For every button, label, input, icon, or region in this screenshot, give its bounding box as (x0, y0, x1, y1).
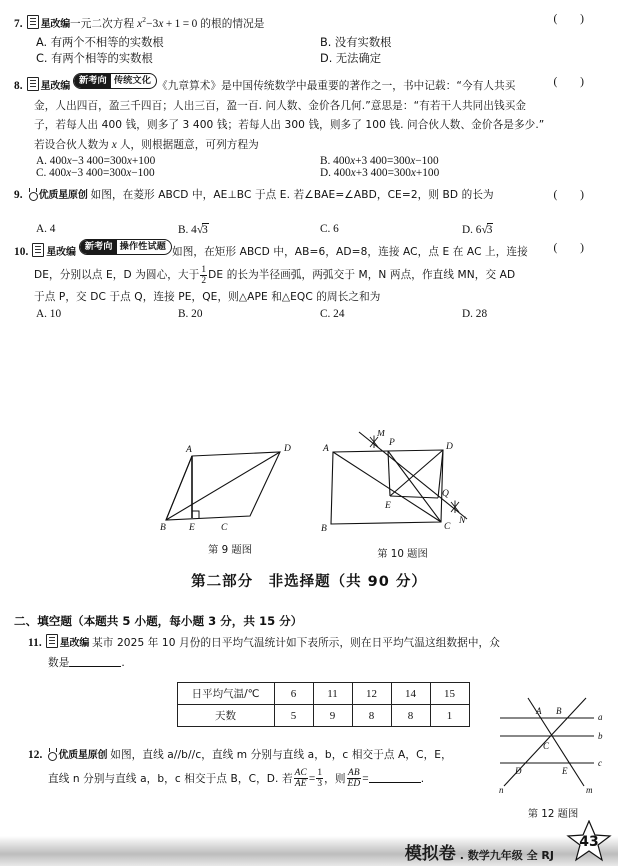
figure-10-label-B: B (321, 524, 327, 534)
badge-youzhi-yuanchuang: 优质星原创 (58, 750, 108, 761)
question-11-text-1: 某市 2025 年 10 月份的日平均气温统计如下表所示，则在日平均气温这组数据中，众 (92, 637, 500, 649)
figure-12-label-A: A (536, 706, 542, 716)
medal-icon (46, 748, 57, 760)
question-7-choice-b[interactable]: B. 没有实数根 (320, 36, 392, 50)
figure-9-label-B: B (160, 523, 166, 533)
figure-12-caption: 第 12 题图 (527, 808, 579, 820)
question-9-choice-a[interactable]: A. 4 (36, 222, 56, 235)
badge-youzhi-yuanchuang: 优质星原创 (38, 190, 88, 202)
question-7 (14, 10, 604, 66)
figure-12-label-m: m (586, 785, 593, 795)
table-row-days (177, 705, 469, 727)
question-10-choice-b[interactable]: B. 20 (178, 307, 203, 320)
question-11-number: 11. (28, 637, 42, 649)
figure-10 (315, 430, 490, 560)
question-7-choice-a[interactable]: A. 有两个不相等的实数根 (36, 36, 164, 50)
figure-9 (160, 434, 300, 556)
question-7-stem: 7. 星改编一元二次方程 $x^2-3x + 1 = 0$ 的根的情况是 ( ) (14, 10, 604, 34)
figure-12-label-D: D (515, 766, 522, 776)
question-10-text-2a: DE，分别以点 E，D 为圆心，大于 (34, 269, 200, 282)
question-7-stem-pre: 一元二次方程 (70, 17, 135, 30)
table-row-temperature (177, 683, 469, 705)
part-2-title: 第二部分 非选择题（共 90 分） (191, 574, 427, 590)
question-7-choice-c[interactable]: C. 有两个相等的实数根 (36, 52, 153, 66)
question-10-choice-d[interactable]: D. 28 (462, 307, 488, 320)
question-9-choice-d[interactable]: D. 6√3 (462, 223, 493, 236)
figure-10-label-A: A (323, 444, 329, 454)
figure-12 (490, 688, 616, 820)
question-8-variable: x (111, 138, 117, 151)
figure-12-label-n: n (499, 785, 504, 795)
table-cell-days-1: 5 (274, 705, 313, 727)
figure-9-label-E: E (189, 523, 195, 533)
footer-subtitle: . 数学九年级 全 RJ (459, 848, 554, 862)
page-footer (0, 836, 618, 866)
question-8-number: 8. (14, 80, 23, 93)
question-11-period: . (121, 656, 125, 669)
figure-12-label-E: E (562, 766, 568, 776)
medal-icon (27, 188, 38, 200)
question-8-choice-c[interactable]: C. 400x−3 400=300x−100 (36, 167, 155, 180)
equals-sign-2: = (362, 772, 369, 785)
exam-page (0, 10, 618, 866)
question-10-choice-c[interactable]: C. 24 (320, 307, 345, 320)
figure-9-label-C: C (221, 523, 228, 533)
figure-12-label-c: c (598, 758, 602, 768)
question-10-text-2b: DE 的长为半径画弧，两弧交于 M，N 两点，作直线 MN，交 AD (208, 269, 516, 282)
temperature-table (177, 682, 470, 727)
question-9-number: 9. (14, 189, 23, 202)
document-icon (46, 634, 58, 648)
question-8-text-4b: 人，则根据题意，可列方程为 (119, 138, 259, 151)
question-8-text-4a: 若设合伙人数为 (34, 138, 109, 151)
question-9-text: 如图，在菱形 ABCD 中，AE⊥BC 于点 E. 若∠BAE=∠ABD，CE=2，则 BD 的长为 (90, 189, 494, 202)
question-9 (14, 186, 604, 236)
question-10-line-2 (14, 262, 604, 288)
figure-10-label-D: D (446, 442, 453, 452)
question-12-number: 12. (28, 749, 43, 761)
question-11-answer-blank[interactable] (69, 655, 121, 667)
question-10-number: 10. (14, 245, 29, 258)
badge-group-new-exam-tradition (73, 73, 157, 89)
table-cell-temp-3: 12 (352, 683, 391, 705)
question-8-answer-paren[interactable]: ( ) (553, 76, 594, 89)
question-12-text-2a: 直线 n 分别与直线 a，b，c 相交于点 B，C，D. 若 (48, 772, 293, 785)
question-10-line-1 (14, 239, 604, 263)
table-cell-days-2: 9 (313, 705, 352, 727)
table-cell-days-3: 8 (352, 705, 391, 727)
badge-xinggaibian: 星改编 (40, 18, 71, 30)
figure-10-label-C: C (444, 522, 451, 532)
question-9-choice-b[interactable]: B. 4√3 (178, 223, 208, 236)
question-8-line-3 (14, 116, 604, 136)
table-cell-temp-5: 15 (430, 683, 469, 705)
question-11-text-2: 数是 (48, 656, 70, 669)
question-7-choices-row-1 (36, 34, 604, 50)
figure-10-label-Q: Q (442, 489, 449, 499)
badge-chuantongwenhua: 传统文化 (113, 75, 151, 87)
figure-12-label-a: a (598, 712, 603, 722)
question-9-choice-c[interactable]: C. 6 (320, 222, 339, 235)
part-2 (0, 570, 618, 629)
question-10 (14, 239, 604, 320)
badge-xinggaibian: 星改编 (59, 638, 90, 649)
table-cell-days-5: 1 (430, 705, 469, 727)
question-12-answer-blank[interactable] (369, 771, 421, 783)
document-icon (27, 77, 39, 91)
question-9-line-1 (14, 186, 604, 206)
question-8-text-3: 子，若每人出 400 钱，则多了 3 400 钱；若每人出 300 钱，则多了 100 钱. 问合伙人数、金价各是多少.” (34, 119, 545, 132)
question-7-stem-post: 的根的情况是 (200, 17, 265, 30)
question-9-choices-row (36, 223, 604, 236)
figure-10-label-E: E (385, 501, 391, 511)
figure-9-label-D: D (284, 444, 291, 454)
question-12-line-1 (28, 746, 514, 766)
question-9-answer-paren[interactable]: ( ) (553, 189, 594, 202)
figures-row (0, 430, 618, 560)
page-number: 43 (579, 834, 599, 850)
figure-12-label-b: b (598, 731, 603, 741)
badge-caozuoxing-shiti: 操作性试题 (119, 240, 167, 252)
badge-xinggaibian: 星改编 (40, 81, 71, 93)
question-8-text-2: 金，人出四百，盈三千四百；人出三百，盈一百. 问人数、金价各几何.”意思是：“有若干人共同出钱买金 (34, 99, 527, 112)
question-10-text-3: 于点 P，交 DC 于点 Q，连接 PE，QE，则△APE 和△EQC 的周长之和为 (34, 291, 381, 304)
table-cell-temp-4: 14 (391, 683, 430, 705)
figure-12-label-B: B (556, 706, 562, 716)
question-7-answer-paren[interactable]: ( ) (553, 13, 594, 25)
question-11-line-1 (28, 634, 618, 654)
question-8-choices-row-2 (36, 167, 604, 179)
question-8-choices-row-1 (36, 155, 604, 167)
question-7-choices-row-2 (36, 50, 604, 66)
figure-12-svg (490, 688, 616, 800)
question-11-line-2 (28, 654, 618, 674)
badge-xinkaoxiang: 新考向 (74, 74, 111, 88)
equals-sign-1: = (308, 772, 316, 785)
table-cell-temp-1: 6 (274, 683, 313, 705)
fraction-ac-ae: $\frac{AC}{AE}$ (294, 767, 307, 790)
question-8-choice-a[interactable]: A. 400x−3 400=300x+100 (36, 155, 156, 168)
figure-10-label-M: M (377, 430, 385, 439)
question-8-line-1 (14, 73, 604, 97)
table-cell-days-4: 8 (391, 705, 430, 727)
document-icon (32, 243, 44, 257)
question-7-choice-d[interactable]: D. 无法确定 (320, 52, 382, 66)
question-8-text-1: 《九章算术》是中国传统数学中最重要的著作之一，书中记载：“今有人共买 (157, 80, 516, 93)
badge-group-new-exam-operation (79, 239, 172, 255)
question-10-answer-paren[interactable]: ( ) (553, 241, 594, 254)
question-12 (14, 746, 514, 792)
question-12-text-1: 如图，直线 a//b//c，直线 m 分别与直线 a，b，c 相交于点 A，C，E， (110, 749, 452, 761)
fraction-ab-ed: $\frac{AB}{ED}$ (347, 767, 361, 790)
figure-10-svg (315, 430, 490, 538)
question-8-choice-b[interactable]: B. 400x+3 400=300x−100 (320, 155, 439, 168)
question-12-text-2b: ，则 (324, 772, 346, 785)
question-10-choice-a[interactable]: A. 10 (36, 307, 62, 320)
question-10-choices-row (36, 308, 604, 320)
question-12-period: . (420, 772, 425, 785)
figure-10-label-N: N (459, 516, 466, 526)
badge-xinggaibian: 星改编 (46, 246, 76, 258)
document-icon (27, 15, 39, 29)
one-half-fraction: $\frac{1}{2}$ (201, 264, 207, 287)
figure-10-caption: 第 10 题图 (377, 548, 428, 560)
question-8 (14, 73, 604, 179)
footer-title: 模拟卷 (404, 844, 456, 864)
table-header-days: 天数 (177, 705, 274, 727)
figure-12-label-C: C (543, 741, 550, 751)
table-cell-temp-2: 11 (313, 683, 352, 705)
figure-10-label-P: P (389, 438, 395, 448)
figure-9-svg (160, 434, 300, 534)
question-8-line-2 (14, 97, 604, 117)
figure-9-label-A: A (186, 445, 192, 455)
figure-9-caption: 第 9 题图 (208, 544, 252, 556)
question-10-text-1: 如图，在矩形 ABCD 中，AB=6，AD=8，连接 AC，点 E 在 AC 上，连接 (172, 245, 528, 258)
question-8-choice-d[interactable]: D. 400x+3 400=300x+100 (320, 167, 440, 180)
question-12-line-2 (28, 766, 514, 792)
badge-xinkaoxiang: 新考向 (80, 240, 117, 254)
section-heading-fill-in-blank: 二、填空题（本题共 5 小题，每小题 3 分，共 15 分） (14, 614, 303, 628)
question-7-number: 7. (14, 17, 23, 30)
table-header-temperature: 日平均气温/℃ (177, 683, 274, 705)
fraction-one-third: $\frac{1}{3}$ (317, 767, 323, 790)
